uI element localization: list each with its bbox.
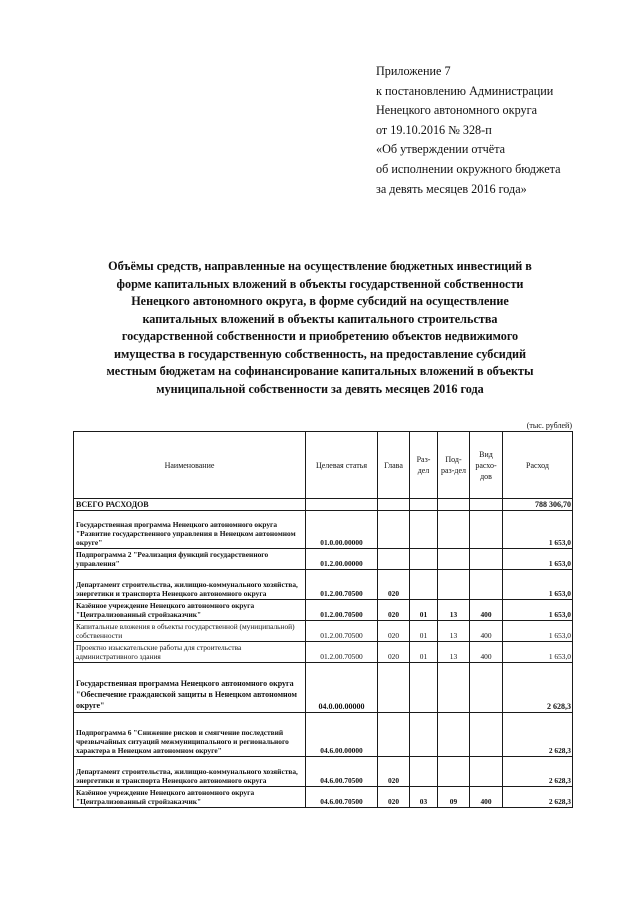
table-row (74, 663, 573, 713)
cell-expense-type: 400 (470, 787, 503, 808)
cell-name: Подпрограмма 6 "Снижение рисков и смягчение последствий чрезвычайных ситуаций межмуниципального и регионального характера в Ненецком автономном округе" (74, 713, 306, 757)
table-body (74, 499, 573, 808)
appendix-line: Ненецкого автономного округа (376, 103, 538, 118)
cell-target: 04.6.00.70500 (306, 787, 378, 808)
cell-amount: 1 653,0 (503, 600, 573, 621)
cell-subsection (438, 511, 470, 549)
cell-target: 01.2.00.70500 (306, 642, 378, 663)
cell-section (410, 511, 438, 549)
cell-amount: 788 306,70 (503, 499, 573, 511)
table-header-row (74, 432, 573, 499)
table-row (74, 642, 573, 663)
cell-section (410, 713, 438, 757)
cell-section (410, 663, 438, 713)
cell-subsection (438, 663, 470, 713)
table-row (74, 600, 573, 621)
cell-name: Департамент строительства, жилищно-коммунального хозяйства, энергетики и транспорта Ненецкого автономного округа (74, 757, 306, 787)
cell-name: Подпрограмма 2 "Реализация функций государственного управления" (74, 549, 306, 570)
table-row (74, 621, 573, 642)
cell-amount: 1 653,0 (503, 642, 573, 663)
table-row (74, 757, 573, 787)
cell-chapter (378, 663, 410, 713)
document-title (62, 258, 578, 398)
header-chapter: Глава (378, 432, 410, 499)
table-row (74, 511, 573, 549)
cell-expense-type: 400 (470, 642, 503, 663)
cell-chapter: 020 (378, 642, 410, 663)
appendix-line: за девять месяцев 2016 года» (376, 181, 527, 196)
appendix-line: от 19.10.2016 № 328-п (376, 122, 492, 137)
header-target: Целевая статья (306, 432, 378, 499)
title-line: форме капитальных вложений в объекты государственной собственности (116, 276, 524, 291)
cell-target: 04.6.00.70500 (306, 757, 378, 787)
cell-amount: 1 653,0 (503, 621, 573, 642)
cell-name: Департамент строительства, жилищно-коммунального хозяйства, энергетики и транспорта Ненецкого автономного округа (74, 570, 306, 600)
cell-chapter: 020 (378, 621, 410, 642)
cell-chapter: 020 (378, 787, 410, 808)
cell-subsection (438, 549, 470, 570)
cell-target: 04.6.00.00000 (306, 713, 378, 757)
cell-target: 01.2.00.70500 (306, 621, 378, 642)
cell-target: 01.2.00.70500 (306, 600, 378, 621)
header-subsection: Под-раз-дел (438, 432, 470, 499)
appendix-note (376, 62, 626, 199)
cell-target: 01.2.00.00000 (306, 549, 378, 570)
appendix-line: Приложение 7 (376, 64, 451, 78)
cell-amount: 2 628,3 (503, 663, 573, 713)
title-line: Ненецкого автономного округа, в форме субсидий на осуществление (131, 294, 509, 308)
table-row (74, 549, 573, 570)
title-line: местным бюджетам на софинансирование капитальных вложений в объекты (106, 364, 534, 378)
cell-chapter: 020 (378, 570, 410, 600)
cell-expense-type (470, 499, 503, 511)
cell-subsection: 09 (438, 787, 470, 808)
title-line: капитальных вложений в объекты капитального строительства (142, 311, 498, 326)
cell-section: 01 (410, 600, 438, 621)
title-line: государственной собственности и приобретению объектов недвижимого (121, 329, 519, 343)
header-name: Наименование (74, 432, 306, 499)
cell-subsection (438, 713, 470, 757)
header-section: Раз-дел (410, 432, 438, 499)
cell-expense-type (470, 549, 503, 570)
cell-amount: 2 628,3 (503, 757, 573, 787)
cell-expense-type: 400 (470, 600, 503, 621)
cell-chapter (378, 511, 410, 549)
cell-target (306, 499, 378, 511)
header-amount: Расход (503, 432, 573, 499)
table-row (74, 570, 573, 600)
cell-amount: 1 653,0 (503, 511, 573, 549)
title-line: Объёмы средств, направленные на осуществление бюджетных инвестиций в (108, 259, 532, 273)
cell-section (410, 499, 438, 511)
cell-name: Государственная программа Ненецкого автономного округа "Развитие государственного управления в Ненецком автономном округе" (74, 511, 306, 549)
table-row (74, 713, 573, 757)
cell-section: 03 (410, 787, 438, 808)
cell-name: Капитальные вложения в объекты государственной (муниципальной) собственности (74, 621, 306, 642)
table-row (74, 499, 573, 511)
cell-target: 04.0.00.00000 (306, 663, 378, 713)
cell-expense-type (470, 511, 503, 549)
header-expense-type: Вид расхо-дов (470, 432, 503, 499)
appendix-line: об исполнении окружного бюджета (376, 161, 561, 176)
cell-name: Казённое учреждение Ненецкого автономного округа "Централизованный стройзаказчик" (74, 787, 306, 808)
title-line: имущества в государственную собственность, на предоставление субсидий (113, 346, 527, 361)
cell-subsection (438, 757, 470, 787)
cell-amount: 2 628,3 (503, 713, 573, 757)
cell-chapter (378, 499, 410, 511)
cell-subsection: 13 (438, 600, 470, 621)
table-row (74, 787, 573, 808)
cell-section: 01 (410, 621, 438, 642)
cell-section (410, 570, 438, 600)
cell-section: 01 (410, 642, 438, 663)
budget-table (73, 431, 573, 808)
cell-amount: 1 653,0 (503, 549, 573, 570)
title-line: муниципальной собственности за девять месяцев 2016 года (156, 381, 484, 396)
cell-chapter: 020 (378, 757, 410, 787)
cell-subsection: 13 (438, 642, 470, 663)
cell-section (410, 549, 438, 570)
units-label: (тыс. рублей) (526, 421, 572, 430)
cell-chapter: 020 (378, 600, 410, 621)
cell-expense-type (470, 757, 503, 787)
cell-expense-type (470, 713, 503, 757)
cell-chapter (378, 713, 410, 757)
cell-target: 01.0.00.00000 (306, 511, 378, 549)
cell-name: Государственная программа Ненецкого автономного округа "Обеспечение гражданской защиты в Ненецком автономном округе" (74, 663, 306, 713)
cell-subsection (438, 499, 470, 511)
cell-name: Казённое учреждение Ненецкого автономного округа "Централизованный стройзаказчик" (74, 600, 306, 621)
appendix-line: «Об утверждении отчёта (376, 142, 506, 157)
cell-name: Проектно изыскательские работы для строительства административного здания (74, 642, 306, 663)
cell-name: ВСЕГО РАСХОДОВ (74, 499, 306, 511)
cell-target: 01.2.00.70500 (306, 570, 378, 600)
cell-expense-type: 400 (470, 621, 503, 642)
cell-subsection (438, 570, 470, 600)
cell-expense-type (470, 570, 503, 600)
appendix-line: к постановлению Администрации (376, 83, 554, 98)
cell-expense-type (470, 663, 503, 713)
cell-chapter (378, 549, 410, 570)
cell-amount: 2 628,3 (503, 787, 573, 808)
cell-subsection: 13 (438, 621, 470, 642)
cell-section (410, 757, 438, 787)
cell-amount: 1 653,0 (503, 570, 573, 600)
